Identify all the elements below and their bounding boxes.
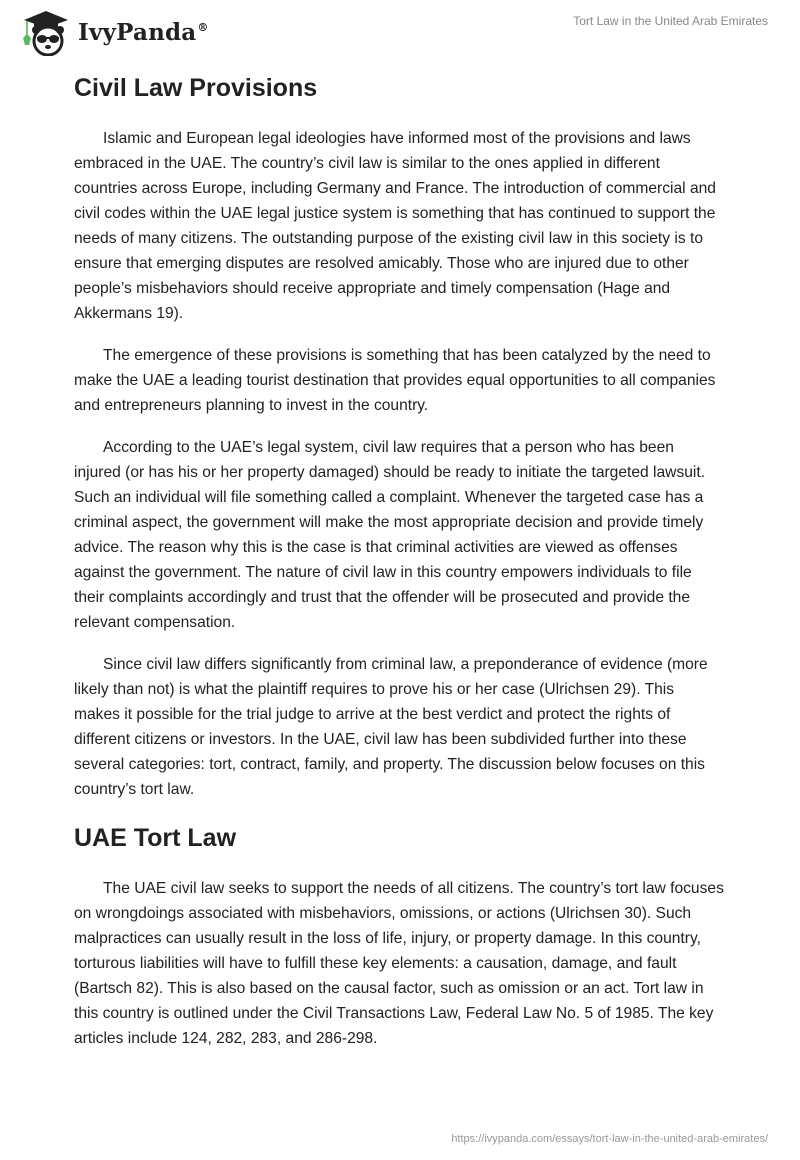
section-heading-uae-tort-law: UAE Tort Law bbox=[74, 824, 237, 852]
paragraph: Islamic and European legal ideologies have informed most of the provisions and laws embraced in the UAE. The country’s civil law is similar to the ones applied in different countries across Europe, including Germany and France. The introduction of commercial and civil codes within the UAE legal justice system is something that has continued to support the needs of many citizens. The outstanding purpose of the existing civil law in this society is to ensure that emerging disputes are resolved amicably. Those who are injured due to other people’s misbehaviors should receive appropriate and timely compensation (Hage and Akkermans 19). bbox=[74, 130, 716, 322]
document-title: Tort Law in the United Arab Emirates bbox=[573, 14, 768, 28]
panda-graduate-icon bbox=[18, 8, 74, 56]
source-url-link[interactable]: https://ivypanda.com/essays/tort-law-in-the-united-arab-emirates/ bbox=[451, 1133, 768, 1145]
paragraph: According to the UAE’s legal system, civil law requires that a person who has been injured (or has his or her property damaged) should be ready to initiate the targeted lawsuit. Such an individual will file something called a complaint. Whenever the targeted case has a criminal aspect, the government will make the most appropriate decision and provide timely advice. The reason why this is the case is that criminal activities are viewed as offenses against the government. The nature of civil law in this country empowers individuals to file their complaints accordingly and trust that the offender will be prosecuted and provide the relevant compensation. bbox=[74, 439, 706, 631]
essay-content bbox=[74, 70, 724, 1051]
brand-name: IvyPanda® bbox=[78, 18, 209, 46]
paragraph: Since civil law differs significantly from criminal law, a preponderance of evidence (more likely than not) is what the plaintiff requires to prove his or her case (Ulrichsen 29). This makes it possible for the trial judge to arrive at the best verdict and protect the rights of different citizens or investors. In the UAE, civil law has been subdivided further into these several categories: tort, contract, family, and property. The discussion below focuses on this country’s tort law. bbox=[74, 656, 708, 798]
page-header bbox=[0, 0, 800, 60]
paragraph: The UAE civil law seeks to support the needs of all citizens. The country’s tort law focuses on wrongdoings associated with misbehaviors, omissions, or actions (Ulrichsen 30). Such malpractices can usually result in the loss of life, injury, or property damage. In this country, torturous liabilities will have to fulfill these key elements: a causation, damage, and fault (Bartsch 82). This is also based on the causal factor, such as omission or an act. Tort law in this country is outlined under the Civil Transactions Law, Federal Law No. 5 of 1985. The key articles include 124, 282, 283, and 286-298. bbox=[74, 880, 724, 1047]
registered-mark: ® bbox=[197, 20, 209, 34]
ivypanda-logo[interactable] bbox=[18, 8, 209, 56]
section-heading-civil-law-provisions: Civil Law Provisions bbox=[74, 74, 318, 102]
paragraph: The emergence of these provisions is something that has been catalyzed by the need to make the UAE a leading tourist destination that provides equal opportunities to all companies and entrepreneurs planning to invest in the country. bbox=[74, 347, 716, 414]
